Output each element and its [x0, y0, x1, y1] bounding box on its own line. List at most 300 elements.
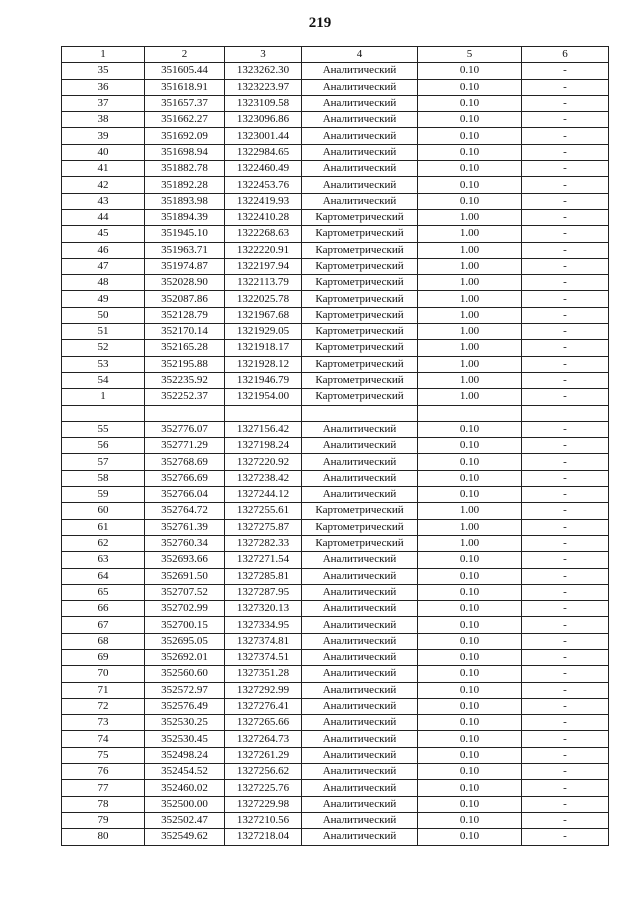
- y-coordinate-cell: 1322460.49: [225, 161, 302, 177]
- table-row: [62, 715, 609, 731]
- x-coordinate-cell: 352771.29: [145, 438, 225, 454]
- note-cell: -: [522, 340, 609, 356]
- point-number-cell: 38: [62, 112, 145, 128]
- note-cell: -: [522, 307, 609, 323]
- x-coordinate-cell: 351893.98: [145, 193, 225, 209]
- x-coordinate-cell: 352195.88: [145, 356, 225, 372]
- method-cell: Картометрический: [302, 519, 418, 535]
- table-row: [62, 747, 609, 763]
- method-cell: Аналитический: [302, 633, 418, 649]
- x-coordinate-cell: 351945.10: [145, 226, 225, 242]
- table-row: [62, 340, 609, 356]
- y-coordinate-cell: 1327292.99: [225, 682, 302, 698]
- x-coordinate-cell: 351692.09: [145, 128, 225, 144]
- page-number: 219: [308, 15, 332, 31]
- table-row: [62, 275, 609, 291]
- y-coordinate-cell: 1327238.42: [225, 470, 302, 486]
- note-cell: -: [522, 715, 609, 731]
- x-coordinate-cell: 351963.71: [145, 242, 225, 258]
- x-coordinate-cell: 352764.72: [145, 503, 225, 519]
- accuracy-cell: 1.00: [418, 307, 522, 323]
- y-coordinate-cell: 1327351.28: [225, 666, 302, 682]
- table-row: [62, 356, 609, 372]
- note-cell: -: [522, 780, 609, 796]
- method-cell: Аналитический: [302, 649, 418, 665]
- table-row: [62, 177, 609, 193]
- table-row: [62, 95, 609, 111]
- point-number-cell: 70: [62, 666, 145, 682]
- note-cell: -: [522, 128, 609, 144]
- point-number-cell: 61: [62, 519, 145, 535]
- accuracy-cell: 0.10: [418, 764, 522, 780]
- method-cell: Картометрический: [302, 324, 418, 340]
- accuracy-cell: 0.10: [418, 829, 522, 845]
- table-row: [62, 209, 609, 225]
- y-coordinate-cell: 1327275.87: [225, 519, 302, 535]
- point-number-cell: 46: [62, 242, 145, 258]
- method-cell: Картометрический: [302, 291, 418, 307]
- column-header: 1: [62, 47, 145, 63]
- y-coordinate-cell: 1322419.93: [225, 193, 302, 209]
- accuracy-cell: 0.10: [418, 682, 522, 698]
- method-cell: Аналитический: [302, 764, 418, 780]
- y-coordinate-cell: 1327282.33: [225, 535, 302, 551]
- method-cell: Аналитический: [302, 454, 418, 470]
- y-coordinate-cell: 1327285.81: [225, 568, 302, 584]
- point-number-cell: 76: [62, 764, 145, 780]
- accuracy-cell: 0.10: [418, 128, 522, 144]
- note-cell: -: [522, 829, 609, 845]
- table-row: [62, 324, 609, 340]
- table-row: [62, 161, 609, 177]
- note-cell: -: [522, 193, 609, 209]
- table-row: [62, 258, 609, 274]
- accuracy-cell: 0.10: [418, 584, 522, 600]
- method-cell: Аналитический: [302, 95, 418, 111]
- y-coordinate-cell: 1321928.12: [225, 356, 302, 372]
- note-cell: -: [522, 470, 609, 486]
- y-coordinate-cell: 1322197.94: [225, 258, 302, 274]
- table-row: [62, 584, 609, 600]
- x-coordinate-cell: [145, 405, 225, 421]
- note-cell: -: [522, 568, 609, 584]
- y-coordinate-cell: 1321954.00: [225, 389, 302, 405]
- x-coordinate-cell: 351662.27: [145, 112, 225, 128]
- y-coordinate-cell: 1322453.76: [225, 177, 302, 193]
- accuracy-cell: 1.00: [418, 275, 522, 291]
- table-row: [62, 421, 609, 437]
- table-header-row: [62, 47, 609, 63]
- y-coordinate-cell: 1323262.30: [225, 63, 302, 79]
- accuracy-cell: 0.10: [418, 144, 522, 160]
- note-cell: -: [522, 747, 609, 763]
- x-coordinate-cell: 352692.01: [145, 649, 225, 665]
- point-number-cell: 73: [62, 715, 145, 731]
- point-number-cell: 47: [62, 258, 145, 274]
- accuracy-cell: 0.10: [418, 633, 522, 649]
- y-coordinate-cell: 1327255.61: [225, 503, 302, 519]
- method-cell: Картометрический: [302, 535, 418, 551]
- table-row: [62, 454, 609, 470]
- table-row: [62, 63, 609, 79]
- accuracy-cell: 0.10: [418, 812, 522, 828]
- table-row: [62, 193, 609, 209]
- accuracy-cell: 0.10: [418, 601, 522, 617]
- note-cell: -: [522, 617, 609, 633]
- note-cell: -: [522, 796, 609, 812]
- method-cell: Аналитический: [302, 796, 418, 812]
- note-cell: -: [522, 112, 609, 128]
- point-number-cell: 39: [62, 128, 145, 144]
- method-cell: Аналитический: [302, 128, 418, 144]
- y-coordinate-cell: 1327276.41: [225, 698, 302, 714]
- table-row: [62, 242, 609, 258]
- accuracy-cell: 0.10: [418, 568, 522, 584]
- table-row: [62, 112, 609, 128]
- note-cell: -: [522, 519, 609, 535]
- table-row: [62, 568, 609, 584]
- y-coordinate-cell: 1323001.44: [225, 128, 302, 144]
- method-cell: Аналитический: [302, 584, 418, 600]
- method-cell: Аналитический: [302, 552, 418, 568]
- accuracy-cell: 0.10: [418, 487, 522, 503]
- x-coordinate-cell: 351894.39: [145, 209, 225, 225]
- method-cell: Аналитический: [302, 747, 418, 763]
- note-cell: -: [522, 601, 609, 617]
- y-coordinate-cell: 1322220.91: [225, 242, 302, 258]
- method-cell: Аналитический: [302, 715, 418, 731]
- y-coordinate-cell: 1327261.29: [225, 747, 302, 763]
- x-coordinate-cell: 352170.14: [145, 324, 225, 340]
- accuracy-cell: 0.10: [418, 747, 522, 763]
- y-coordinate-cell: 1322025.78: [225, 291, 302, 307]
- x-coordinate-cell: 352576.49: [145, 698, 225, 714]
- table-row: [62, 829, 609, 845]
- accuracy-cell: 0.10: [418, 421, 522, 437]
- x-coordinate-cell: 352454.52: [145, 764, 225, 780]
- x-coordinate-cell: 352560.60: [145, 666, 225, 682]
- accuracy-cell: 0.10: [418, 112, 522, 128]
- method-cell: Аналитический: [302, 812, 418, 828]
- table-row: [62, 552, 609, 568]
- point-number-cell: 48: [62, 275, 145, 291]
- accuracy-cell: 0.10: [418, 617, 522, 633]
- column-header: 6: [522, 47, 609, 63]
- method-cell: Аналитический: [302, 617, 418, 633]
- point-number-cell: 44: [62, 209, 145, 225]
- y-coordinate-cell: 1327218.04: [225, 829, 302, 845]
- note-cell: -: [522, 682, 609, 698]
- accuracy-cell: 0.10: [418, 731, 522, 747]
- y-coordinate-cell: 1327210.56: [225, 812, 302, 828]
- accuracy-cell: 0.10: [418, 63, 522, 79]
- x-coordinate-cell: 351657.37: [145, 95, 225, 111]
- accuracy-cell: 0.10: [418, 95, 522, 111]
- point-number-cell: 52: [62, 340, 145, 356]
- table-row: [62, 780, 609, 796]
- table-row: [62, 666, 609, 682]
- y-coordinate-cell: 1327374.81: [225, 633, 302, 649]
- x-coordinate-cell: 352766.69: [145, 470, 225, 486]
- point-number-cell: 60: [62, 503, 145, 519]
- y-coordinate-cell: 1327334.95: [225, 617, 302, 633]
- point-number-cell: 77: [62, 780, 145, 796]
- x-coordinate-cell: 352128.79: [145, 307, 225, 323]
- note-cell: -: [522, 209, 609, 225]
- y-coordinate-cell: 1327198.24: [225, 438, 302, 454]
- table-row: [62, 291, 609, 307]
- y-coordinate-cell: 1321946.79: [225, 372, 302, 388]
- point-number-cell: 66: [62, 601, 145, 617]
- method-cell: Аналитический: [302, 193, 418, 209]
- method-cell: Картометрический: [302, 389, 418, 405]
- y-coordinate-cell: 1322113.79: [225, 275, 302, 291]
- x-coordinate-cell: 352500.00: [145, 796, 225, 812]
- note-cell: -: [522, 764, 609, 780]
- point-number-cell: 43: [62, 193, 145, 209]
- accuracy-cell: 0.10: [418, 177, 522, 193]
- x-coordinate-cell: 352700.15: [145, 617, 225, 633]
- x-coordinate-cell: 352572.97: [145, 682, 225, 698]
- accuracy-cell: 0.10: [418, 438, 522, 454]
- y-coordinate-cell: 1323223.97: [225, 79, 302, 95]
- table-row: [62, 372, 609, 388]
- point-number-cell: 75: [62, 747, 145, 763]
- point-number-cell: 53: [62, 356, 145, 372]
- point-number-cell: 49: [62, 291, 145, 307]
- x-coordinate-cell: 352693.66: [145, 552, 225, 568]
- point-number-cell: 71: [62, 682, 145, 698]
- table-row: [62, 796, 609, 812]
- point-number-cell: 63: [62, 552, 145, 568]
- method-cell: Картометрический: [302, 226, 418, 242]
- method-cell: Аналитический: [302, 161, 418, 177]
- method-cell: Картометрический: [302, 209, 418, 225]
- point-number-cell: 78: [62, 796, 145, 812]
- x-coordinate-cell: 352707.52: [145, 584, 225, 600]
- method-cell: Картометрический: [302, 242, 418, 258]
- accuracy-cell: 0.10: [418, 470, 522, 486]
- y-coordinate-cell: 1327374.51: [225, 649, 302, 665]
- accuracy-cell: 0.10: [418, 193, 522, 209]
- note-cell: -: [522, 95, 609, 111]
- y-coordinate-cell: 1323096.86: [225, 112, 302, 128]
- table-row: [62, 487, 609, 503]
- note-cell: -: [522, 535, 609, 551]
- y-coordinate-cell: 1327256.62: [225, 764, 302, 780]
- method-cell: Картометрический: [302, 372, 418, 388]
- y-coordinate-cell: 1327156.42: [225, 421, 302, 437]
- x-coordinate-cell: 352498.24: [145, 747, 225, 763]
- note-cell: [522, 405, 609, 421]
- note-cell: -: [522, 242, 609, 258]
- point-number-cell: 1: [62, 389, 145, 405]
- method-cell: Аналитический: [302, 487, 418, 503]
- x-coordinate-cell: 352760.34: [145, 535, 225, 551]
- method-cell: Картометрический: [302, 307, 418, 323]
- method-cell: Аналитический: [302, 144, 418, 160]
- accuracy-cell: 0.10: [418, 79, 522, 95]
- note-cell: -: [522, 291, 609, 307]
- column-header: 3: [225, 47, 302, 63]
- point-number-cell: 69: [62, 649, 145, 665]
- method-cell: Аналитический: [302, 666, 418, 682]
- note-cell: -: [522, 324, 609, 340]
- method-cell: Аналитический: [302, 112, 418, 128]
- table-row: [62, 307, 609, 323]
- y-coordinate-cell: 1327320.13: [225, 601, 302, 617]
- accuracy-cell: 0.10: [418, 715, 522, 731]
- table-row: [62, 617, 609, 633]
- note-cell: -: [522, 487, 609, 503]
- point-number-cell: 36: [62, 79, 145, 95]
- table-row: [62, 535, 609, 551]
- table-row: [62, 144, 609, 160]
- x-coordinate-cell: 352165.28: [145, 340, 225, 356]
- x-coordinate-cell: 351882.78: [145, 161, 225, 177]
- table-row: [62, 698, 609, 714]
- method-cell: Аналитический: [302, 421, 418, 437]
- point-number-cell: 68: [62, 633, 145, 649]
- x-coordinate-cell: 352087.86: [145, 291, 225, 307]
- x-coordinate-cell: 352460.02: [145, 780, 225, 796]
- note-cell: -: [522, 226, 609, 242]
- y-coordinate-cell: 1327220.92: [225, 454, 302, 470]
- accuracy-cell: 1.00: [418, 291, 522, 307]
- note-cell: -: [522, 552, 609, 568]
- accuracy-cell: 0.10: [418, 698, 522, 714]
- x-coordinate-cell: 351974.87: [145, 258, 225, 274]
- note-cell: -: [522, 584, 609, 600]
- table-row: [62, 405, 609, 421]
- y-coordinate-cell: 1327264.73: [225, 731, 302, 747]
- y-coordinate-cell: 1321967.68: [225, 307, 302, 323]
- y-coordinate-cell: 1327287.95: [225, 584, 302, 600]
- coordinates-table: [61, 46, 609, 846]
- x-coordinate-cell: 351605.44: [145, 63, 225, 79]
- method-cell: Аналитический: [302, 470, 418, 486]
- note-cell: -: [522, 372, 609, 388]
- y-coordinate-cell: 1327244.12: [225, 487, 302, 503]
- accuracy-cell: 0.10: [418, 796, 522, 812]
- accuracy-cell: 1.00: [418, 535, 522, 551]
- table-row: [62, 389, 609, 405]
- y-coordinate-cell: 1327229.98: [225, 796, 302, 812]
- accuracy-cell: 1.00: [418, 340, 522, 356]
- note-cell: -: [522, 812, 609, 828]
- point-number-cell: 64: [62, 568, 145, 584]
- method-cell: Аналитический: [302, 63, 418, 79]
- accuracy-cell: 1.00: [418, 226, 522, 242]
- point-number-cell: 50: [62, 307, 145, 323]
- table-body: [62, 63, 609, 845]
- x-coordinate-cell: 352761.39: [145, 519, 225, 535]
- note-cell: -: [522, 454, 609, 470]
- table-row: [62, 812, 609, 828]
- table-row: [62, 79, 609, 95]
- accuracy-cell: 0.10: [418, 454, 522, 470]
- x-coordinate-cell: 351892.28: [145, 177, 225, 193]
- accuracy-cell: 1.00: [418, 242, 522, 258]
- accuracy-cell: 1.00: [418, 258, 522, 274]
- note-cell: -: [522, 633, 609, 649]
- y-coordinate-cell: 1322268.63: [225, 226, 302, 242]
- method-cell: Картометрический: [302, 503, 418, 519]
- table-row: [62, 438, 609, 454]
- point-number-cell: 67: [62, 617, 145, 633]
- x-coordinate-cell: 352549.62: [145, 829, 225, 845]
- x-coordinate-cell: 351698.94: [145, 144, 225, 160]
- point-number-cell: 37: [62, 95, 145, 111]
- method-cell: Аналитический: [302, 682, 418, 698]
- point-number-cell: 59: [62, 487, 145, 503]
- x-coordinate-cell: 352768.69: [145, 454, 225, 470]
- point-number-cell: 56: [62, 438, 145, 454]
- table-row: [62, 519, 609, 535]
- table-row: [62, 633, 609, 649]
- note-cell: -: [522, 438, 609, 454]
- method-cell: Аналитический: [302, 79, 418, 95]
- accuracy-cell: 1.00: [418, 324, 522, 340]
- note-cell: -: [522, 389, 609, 405]
- point-number-cell: 62: [62, 535, 145, 551]
- y-coordinate-cell: 1327265.66: [225, 715, 302, 731]
- column-header: 5: [418, 47, 522, 63]
- column-header: 2: [145, 47, 225, 63]
- y-coordinate-cell: 1321918.17: [225, 340, 302, 356]
- note-cell: -: [522, 698, 609, 714]
- method-cell: [302, 405, 418, 421]
- point-number-cell: 45: [62, 226, 145, 242]
- table-row: [62, 128, 609, 144]
- accuracy-cell: 0.10: [418, 780, 522, 796]
- method-cell: Аналитический: [302, 698, 418, 714]
- accuracy-cell: 1.00: [418, 372, 522, 388]
- point-number-cell: 57: [62, 454, 145, 470]
- note-cell: -: [522, 421, 609, 437]
- table-row: [62, 764, 609, 780]
- method-cell: Аналитический: [302, 780, 418, 796]
- note-cell: -: [522, 161, 609, 177]
- y-coordinate-cell: 1323109.58: [225, 95, 302, 111]
- note-cell: -: [522, 79, 609, 95]
- method-cell: Картометрический: [302, 340, 418, 356]
- point-number-cell: 72: [62, 698, 145, 714]
- point-number-cell: 54: [62, 372, 145, 388]
- table-row: [62, 649, 609, 665]
- method-cell: Аналитический: [302, 177, 418, 193]
- accuracy-cell: [418, 405, 522, 421]
- accuracy-cell: 1.00: [418, 519, 522, 535]
- accuracy-cell: 1.00: [418, 389, 522, 405]
- accuracy-cell: 1.00: [418, 209, 522, 225]
- note-cell: -: [522, 666, 609, 682]
- accuracy-cell: 1.00: [418, 503, 522, 519]
- point-number-cell: 55: [62, 421, 145, 437]
- y-coordinate-cell: [225, 405, 302, 421]
- y-coordinate-cell: 1322410.28: [225, 209, 302, 225]
- x-coordinate-cell: 352502.47: [145, 812, 225, 828]
- table-row: [62, 470, 609, 486]
- table-row: [62, 731, 609, 747]
- method-cell: Аналитический: [302, 829, 418, 845]
- point-number-cell: 74: [62, 731, 145, 747]
- note-cell: -: [522, 275, 609, 291]
- point-number-cell: 35: [62, 63, 145, 79]
- table-row: [62, 226, 609, 242]
- point-number-cell: [62, 405, 145, 421]
- method-cell: Картометрический: [302, 258, 418, 274]
